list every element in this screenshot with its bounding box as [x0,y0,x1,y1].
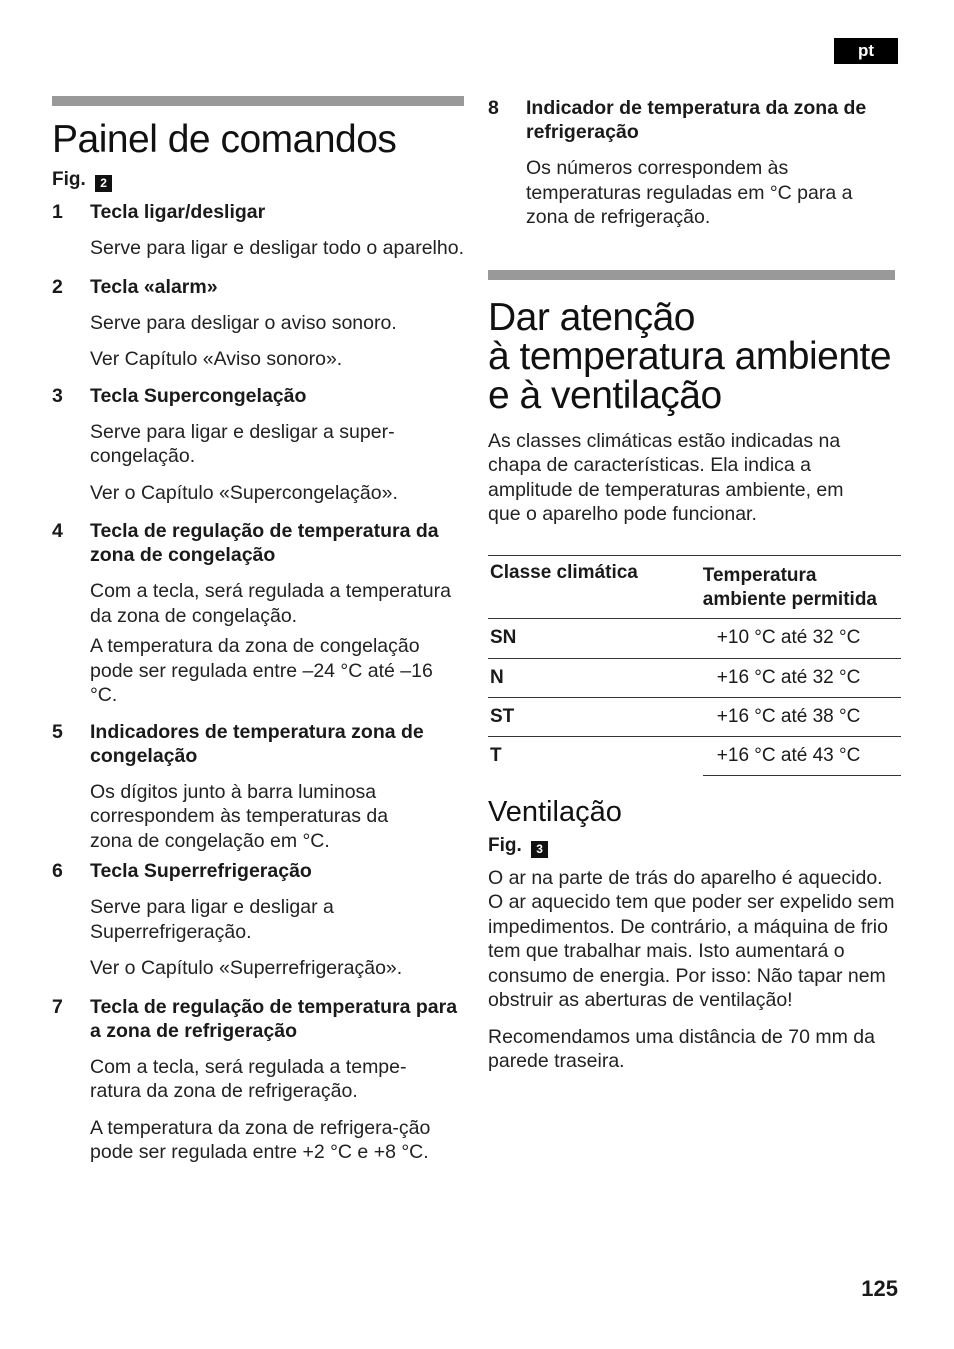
item-text: Serve para desligar o aviso sonoro. [90,311,397,334]
section-title-line: Dar atenção [488,295,695,339]
figure-number: 2 [95,175,112,192]
item-text: Serve para ligar e desligar a super-congelação. [90,420,395,467]
right-column [488,96,902,1074]
ventilation-paragraph: O ar na parte de trás do aparelho é aquecido. O ar aquecido tem que poder ser expelido sem impedimentos. De contrário, a máquina de frio tem que trabalhar mais. Isto aumentará o consumo de energia. Por isso: Não tapar nem obstruir as aberturas de ventilação! [488,866,895,1011]
item-text: Com a tecla, será regulada a temperatura da zona de congelação. [90,580,451,627]
section-rule [52,96,464,106]
item-title: Tecla ligar/desligar [90,201,266,223]
control-item-1 [52,200,464,261]
section-title-line: e à ventilação [488,373,722,417]
table-cell-class: T [490,744,502,766]
item-text: Os dígitos junto à barra luminosa correspondem às temperaturas da zona de congelação em °C. [90,780,389,852]
section-title-line: à temperatura ambiente [488,334,892,378]
figure-number: 3 [531,841,548,858]
item-text: A temperatura da zona de refrigera-ção pode ser regulada entre +2 °C e +8 °C. [90,1116,431,1163]
item-number: 2 [52,275,63,298]
table-cell-temp: +16 °C até 32 °C [703,658,901,697]
left-column [52,96,464,1165]
item-title: Tecla «alarm» [90,275,218,298]
climate-class-table [488,555,901,776]
item-text: Os números correspondem às temperaturas reguladas em °C para a zona de refrigeração. [526,157,853,228]
item-title: Indicadores de temperatura zona de congelação [90,720,424,767]
control-item-5 [52,720,464,854]
intro-paragraph: As classes climáticas estão indicadas na chapa de características. Ela indica a amplitude de temperaturas ambiente, em que o aparelho pode funcionar. [488,429,844,525]
item-text: Serve para ligar e desligar a Superrefrigeração. [90,896,334,943]
item-text: Ver o Capítulo «Supercongelação». [90,481,398,504]
control-item-7 [52,995,464,1165]
item-title: Tecla de regulação de temperatura para a zona de refrigeração [90,995,458,1042]
ventilation-paragraph: Recomendamos uma distância de 70 mm da parede traseira. [488,1025,875,1072]
table-cell-class: N [488,658,703,697]
control-item-8 [488,96,902,230]
item-text: Ver o Capítulo «Superrefrigeração». [90,957,403,979]
item-text: Serve para ligar e desligar todo o aparelho. [90,237,464,259]
item-text: A temperatura da zona de congelação pode ser regulada entre –24 °C até –16 °C. [90,635,433,706]
table-header: Classe climática [490,561,638,583]
item-title: Tecla de regulação de temperatura da zona de congelação [90,520,439,566]
figure-label: Fig. [488,834,522,856]
item-title: Tecla Superrefrigeração [90,860,312,882]
item-number: 6 [52,860,63,882]
item-text: Ver Capítulo «Aviso sonoro». [90,348,343,370]
table-row [488,618,901,658]
table-cell-class: SN [488,618,703,658]
figure-label: Fig. [52,169,86,190]
language-badge: pt [834,38,898,64]
control-item-6 [52,859,464,981]
table-cell-temp: +16 °C até 43 °C [703,736,901,775]
item-number: 8 [488,97,499,119]
table-cell-class: ST [488,697,703,736]
item-text: Com a tecla, será regulada a tempe-ratura da zona de refrigeração. [90,1055,407,1102]
control-item-4 [52,519,464,708]
item-title: Tecla Supercongelação [90,384,307,407]
figure-reference [488,835,902,858]
item-number: 3 [52,384,63,407]
table-row [488,658,901,697]
table-cell-temp: +16 °C até 38 °C [703,697,901,736]
figure-reference [52,169,464,192]
table-row [488,697,901,736]
section-title-control-panel: Painel de comandos [52,118,397,161]
item-number: 4 [52,520,63,542]
subsection-title-ventilation: Ventilação [488,795,622,828]
control-item-3 [52,384,464,506]
page-number: 125 [861,1276,898,1301]
section-title-ambient [488,295,902,417]
item-title: Indicador de temperatura da zona de refrigeração [526,97,867,143]
table-cell-temp: +10 °C até 32 °C [703,618,901,658]
control-item-2 [52,275,464,372]
item-number: 5 [52,720,63,743]
section-rule [488,270,895,280]
table-row [488,736,901,775]
item-number: 7 [52,995,63,1018]
table-header-row [488,555,901,618]
item-number: 1 [52,201,63,223]
table-header: Temperatura ambiente permitida [702,564,877,610]
